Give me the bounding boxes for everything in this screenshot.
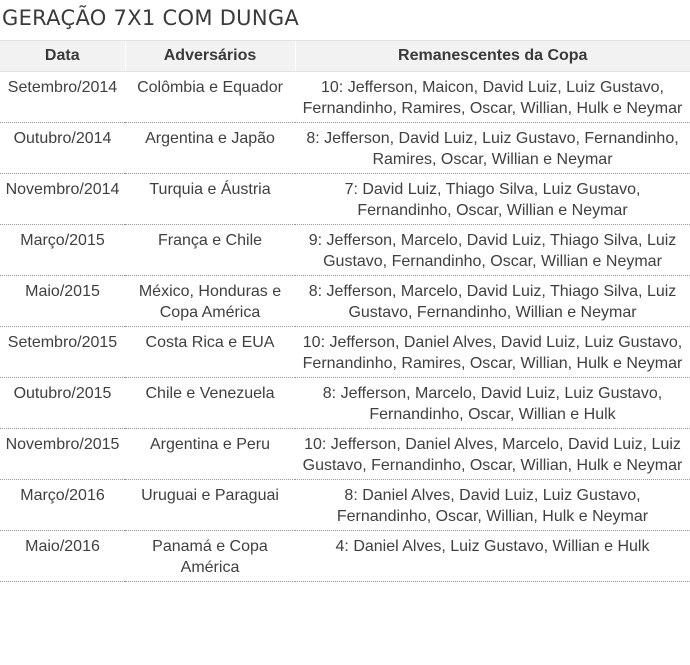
table-row [0,531,690,582]
cell-remanescentes: 8: Jefferson, Marcelo, David Luiz, Thiago Silva, Luiz Gustavo, Fernandinho, Willian e Neymar [295,276,690,327]
cell-data: Maio/2015 [0,276,125,327]
table-title: GERAÇÃO 7X1 COM DUNGA [2,6,300,30]
cell-remanescentes: 8: Daniel Alves, David Luiz, Luiz Gustavo, Fernandinho, Oscar, Willian, Hulk e Neymar [295,480,690,531]
table-row [0,225,690,276]
cell-remanescentes: 10: Jefferson, Daniel Alves, Marcelo, David Luiz, Luiz Gustavo, Fernandinho, Oscar, Willian, Hulk e Neymar [295,429,690,480]
cell-remanescentes: 8: Jefferson, Marcelo, David Luiz, Luiz Gustavo, Fernandinho, Oscar, Willian e Hulk [295,378,690,429]
cell-adversarios: Turquia e Áustria [125,174,295,225]
cell-remanescentes: 10: Jefferson, Maicon, David Luiz, Luiz Gustavo, Fernandinho, Ramires, Oscar, Willian, Hulk e Neymar [295,72,690,123]
cell-adversarios: Uruguai e Paraguai [125,480,295,531]
table-row [0,72,690,123]
cell-remanescentes: 9: Jefferson, Marcelo, David Luiz, Thiago Silva, Luiz Gustavo, Fernandinho, Oscar, Willian e Neymar [295,225,690,276]
cell-remanescentes: 7: David Luiz, Thiago Silva, Luiz Gustavo, Fernandinho, Oscar, Willian e Neymar [295,174,690,225]
cell-adversarios: Colômbia e Equador [125,72,295,123]
cell-remanescentes: 10: Jefferson, Daniel Alves, David Luiz, Luiz Gustavo, Fernandinho, Ramires, Oscar, Willian, Hulk e Neymar [295,327,690,378]
cell-adversarios: Chile e Venezuela [125,378,295,429]
table-header-row [0,41,690,72]
table-row [0,174,690,225]
cell-remanescentes: 8: Jefferson, David Luiz, Luiz Gustavo, Fernandinho, Ramires, Oscar, Willian e Neymar [295,123,690,174]
cell-adversarios: França e Chile [125,225,295,276]
cell-adversarios: Panamá e Copa América [125,531,295,582]
header-adversarios: Adversários [125,41,295,72]
table-row [0,429,690,480]
table-row [0,276,690,327]
cell-adversarios: México, Honduras e Copa América [125,276,295,327]
table-row [0,327,690,378]
table-row [0,378,690,429]
cell-data: Novembro/2014 [0,174,125,225]
squad-table [0,40,690,582]
table-row [0,480,690,531]
cell-data: Setembro/2014 [0,72,125,123]
cell-data: Outubro/2014 [0,123,125,174]
cell-adversarios: Costa Rica e EUA [125,327,295,378]
cell-data: Novembro/2015 [0,429,125,480]
cell-data: Março/2015 [0,225,125,276]
cell-remanescentes: 4: Daniel Alves, Luiz Gustavo, Willian e Hulk [295,531,690,582]
header-remanescentes: Remanescentes da Copa [295,41,690,72]
cell-adversarios: Argentina e Japão [125,123,295,174]
cell-adversarios: Argentina e Peru [125,429,295,480]
header-data: Data [0,41,125,72]
table-row [0,123,690,174]
cell-data: Setembro/2015 [0,327,125,378]
cell-data: Outubro/2015 [0,378,125,429]
cell-data: Maio/2016 [0,531,125,582]
cell-data: Março/2016 [0,480,125,531]
